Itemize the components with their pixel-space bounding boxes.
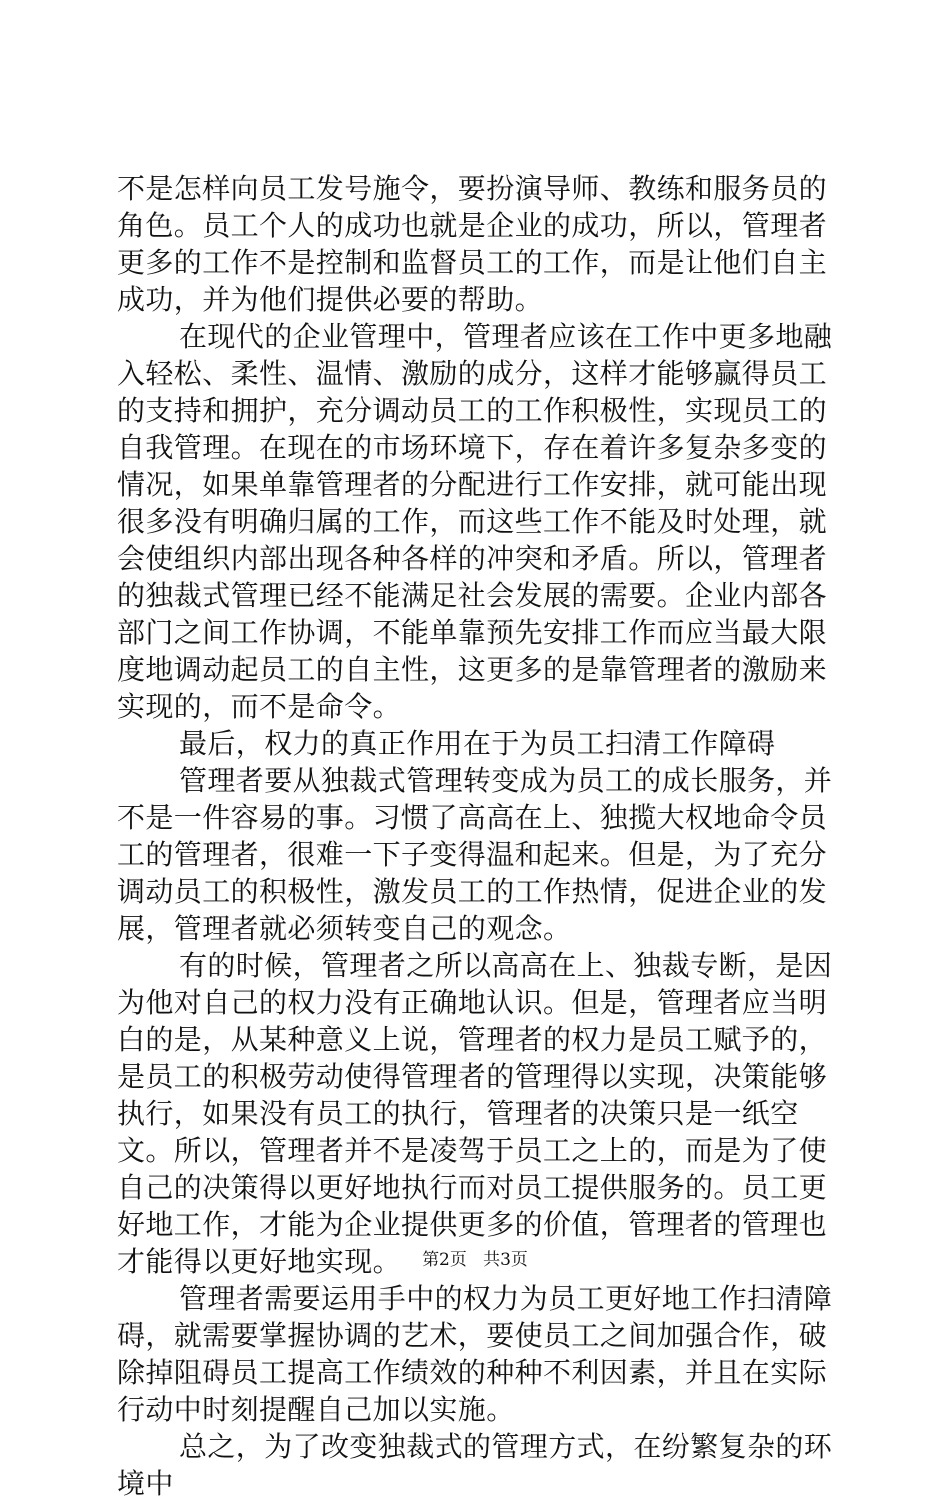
paragraph-3-heading: 最后，权力的真正作用在于为员工扫清工作障碍 — [179, 727, 776, 760]
page-total: 共3页 — [483, 1250, 528, 1270]
paragraph-7: 总之，为了改变独裁式的管理方式，在纷繁复杂的环境中 — [117, 1430, 833, 1500]
page-number: 第2页 — [422, 1250, 467, 1270]
paragraph-1: 不是怎样向员工发号施令，要扮演导师、教练和服务员的角色。员工个人的成功也就是企业的成功，所以，管理者更多的工作不是控制和监督员工的工作，而是让他们自主成功，并为他们提供必要的帮助。 — [117, 172, 828, 316]
paragraph-2: 在现代的企业管理中，管理者应该在工作中更多地融入轻松、柔性、温情、激励的成分，这样才能够赢得员工的支持和拥护，充分调动员工的工作积极性，实现员工的自我管理。在现在的市场环境下，存在着许多复杂多变的情况，如果单靠管理者的分配进行工作安排，就可能出现很多没有明确归属的工作，而这些工作不能及时处理，就会使组织内部出现各种各样的冲突和矛盾。所以，管理者的独裁式管理已经不能满足社会发展的需要。企业内部各部门之间工作协调，不能单靠预先安排工作而应当最大限度地调动起员工的自主性，这更多的是靠管理者的激励来实现的，而不是命令。 — [117, 320, 833, 723]
paragraph-5: 有的时候，管理者之所以高高在上、独裁专断，是因为他对自己的权力没有正确地认识。但是，管理者应当明白的是，从某种意义上说，管理者的权力是员工赋予的，是员工的积极劳动使得管理者的管理得以实现，决策能够执行，如果没有员工的执行，管理者的决策只是一纸空文。所以，管理者并不是凌驾于员工之上的，而是为了使自己的决策得以更好地执行而对员工提供服务的。员工更好地工作，才能为企业提供更多的价值，管理者的管理也才能得以更好地实现。 — [117, 949, 833, 1278]
paragraph-6: 管理者需要运用手中的权力为员工更好地工作扫清障碍，就需要掌握协调的艺术，要使员工之间加强合作，破除掉阻碍员工提高工作绩效的种种不利因素，并且在实际行动中时刻提醒自己加以实施。 — [117, 1282, 833, 1426]
document-body — [117, 170, 839, 1502]
page-footer — [0, 1245, 950, 1270]
paragraph-4: 管理者要从独裁式管理转变成为员工的成长服务，并不是一件容易的事。习惯了高高在上、独揽大权地命令员工的管理者，很难一下子变得温和起来。但是，为了充分调动员工的积极性，激发员工的工作热情，促进企业的发展，管理者就必须转变自己的观念。 — [117, 764, 833, 945]
